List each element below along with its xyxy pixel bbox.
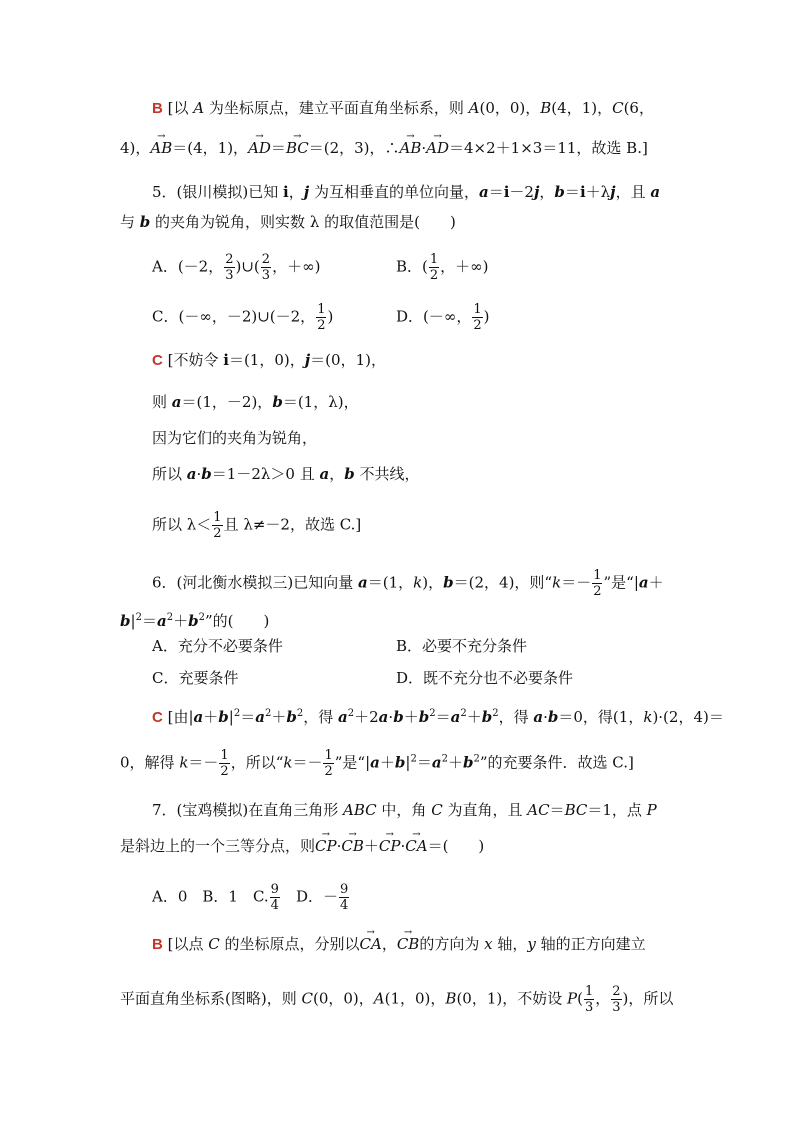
text-run: [由| bbox=[162, 708, 194, 726]
text-run: ＝(2，3)，∴ bbox=[308, 139, 400, 157]
superscript: 2 bbox=[460, 708, 467, 719]
text-run: b bbox=[139, 213, 151, 231]
text-run: B bbox=[445, 989, 457, 1008]
text-run: D．(－∞， bbox=[396, 307, 472, 326]
text-run: －2 bbox=[509, 183, 534, 201]
superscript: 2 bbox=[492, 708, 499, 719]
fraction bbox=[224, 252, 234, 283]
text-run: ) bbox=[483, 307, 490, 326]
text-run: ＝(2，4)，则“ bbox=[453, 573, 553, 592]
text-run: [以 bbox=[162, 99, 194, 117]
vector-label: → CP bbox=[379, 836, 401, 856]
superscript: 2 bbox=[429, 708, 436, 719]
numerator: 9 bbox=[270, 882, 279, 897]
text-run: B bbox=[540, 99, 552, 117]
text-run: ， bbox=[381, 935, 397, 953]
numerator: 1 bbox=[429, 252, 439, 267]
text-run: ＝－ bbox=[188, 753, 219, 772]
numerator: 1 bbox=[220, 748, 229, 763]
text-run: ( bbox=[577, 989, 583, 1008]
text-run: b bbox=[120, 612, 131, 630]
superscript: 2 bbox=[233, 708, 241, 719]
text-run: 的方向为 bbox=[419, 935, 485, 953]
text-run: b bbox=[201, 465, 212, 483]
text-run: B．必要不充分条件 bbox=[396, 637, 528, 655]
superscript: 2 bbox=[473, 753, 480, 765]
text-run: 轴的正方向建立 bbox=[535, 935, 646, 953]
text-run: i bbox=[503, 183, 510, 201]
text-run: ) bbox=[327, 307, 334, 326]
text-run: B．( bbox=[396, 257, 428, 276]
text-run: b bbox=[393, 708, 404, 726]
text-run: C bbox=[301, 989, 313, 1008]
text-run: a bbox=[450, 708, 461, 726]
text-run: b bbox=[547, 708, 559, 726]
text-run: ”的( ) bbox=[204, 612, 270, 630]
text-run: C．(－∞，－2)∪(－2， bbox=[152, 307, 316, 326]
text-run: C bbox=[612, 99, 624, 117]
vector-label: → AD bbox=[248, 138, 271, 158]
denominator: 2 bbox=[324, 764, 333, 779]
text-run: ＋ bbox=[203, 708, 219, 726]
text-run: )，所以 bbox=[622, 989, 674, 1008]
denominator: 2 bbox=[593, 584, 602, 599]
text-run: b bbox=[188, 612, 199, 630]
text-line bbox=[152, 182, 660, 202]
text-run: ，得 bbox=[303, 708, 339, 726]
text-run: a bbox=[156, 612, 167, 630]
text-run: · bbox=[336, 837, 342, 855]
text-run: | bbox=[130, 612, 136, 630]
text-run: ＝ bbox=[270, 139, 286, 157]
text-run: | bbox=[228, 708, 234, 726]
text-line bbox=[152, 668, 238, 688]
text-line bbox=[152, 350, 386, 371]
text-run: ＋2 bbox=[354, 708, 379, 726]
fraction bbox=[611, 984, 621, 1015]
text-line bbox=[120, 212, 456, 232]
denominator: 2 bbox=[317, 318, 326, 333]
text-line bbox=[396, 636, 527, 656]
text-run: A．充分不必要条件 bbox=[152, 637, 283, 655]
text-line bbox=[152, 98, 654, 119]
text-line bbox=[120, 984, 673, 1015]
text-run: k bbox=[179, 753, 189, 772]
vector-label: → CB bbox=[397, 934, 420, 954]
text-run: ＝0，得(1， bbox=[558, 708, 644, 726]
vector-label: → CA bbox=[360, 934, 382, 954]
text-run: y bbox=[527, 935, 536, 953]
text-run: (1，0)， bbox=[384, 989, 446, 1008]
fraction bbox=[472, 302, 482, 333]
text-run: · bbox=[388, 708, 394, 726]
text-run: 5．(银川模拟)已知 bbox=[152, 183, 284, 201]
text-run: ＝ bbox=[141, 612, 157, 630]
text-run: 平面直角坐标系(图略)，则 bbox=[120, 989, 302, 1008]
text-run: BC bbox=[564, 801, 588, 819]
text-line bbox=[396, 302, 490, 333]
text-line bbox=[152, 302, 333, 333]
vector-label: → BC bbox=[286, 138, 309, 158]
text-run: ＝1－2λ＞0 且 bbox=[211, 465, 320, 483]
numerator: 2 bbox=[225, 252, 234, 267]
superscript: 2 bbox=[135, 612, 142, 623]
superscript: 2 bbox=[264, 708, 272, 719]
denominator: 4 bbox=[339, 898, 349, 913]
text-run: b bbox=[394, 753, 406, 772]
text-run: a bbox=[431, 753, 442, 772]
text-run: P bbox=[567, 989, 578, 1008]
text-line bbox=[152, 704, 724, 728]
text-run: x bbox=[484, 935, 493, 953]
text-run: j bbox=[610, 183, 616, 201]
vector-label: → CP bbox=[315, 836, 337, 856]
fraction bbox=[584, 984, 594, 1015]
text-run: ＋ bbox=[363, 837, 379, 855]
fraction bbox=[323, 748, 333, 779]
denominator: 3 bbox=[612, 1000, 621, 1015]
answer-letter: C bbox=[152, 352, 163, 369]
text-run: a bbox=[171, 393, 182, 411]
text-run: ＝(1， bbox=[367, 573, 414, 592]
text-line bbox=[120, 608, 269, 631]
text-run: (6， bbox=[623, 99, 654, 117]
text-run: b bbox=[286, 708, 297, 726]
text-run: (0，0)， bbox=[312, 989, 374, 1008]
numerator: 1 bbox=[584, 984, 594, 999]
text-run: ＝( ) bbox=[427, 837, 485, 855]
text-run: k bbox=[643, 708, 653, 726]
text-run: ，＋∞) bbox=[272, 257, 321, 276]
text-run: C bbox=[431, 801, 443, 819]
text-run: · bbox=[400, 837, 406, 855]
superscript: 2 bbox=[296, 708, 304, 719]
text-run: b bbox=[481, 708, 493, 726]
text-run: ＋ bbox=[648, 573, 664, 592]
denominator: 3 bbox=[225, 268, 234, 283]
text-line bbox=[120, 748, 634, 779]
text-line bbox=[120, 138, 648, 158]
text-run: ＝4×2＋1×3＝11，故选 B.] bbox=[449, 139, 648, 157]
text-line bbox=[120, 836, 484, 856]
denominator: 3 bbox=[261, 268, 271, 283]
text-run: 所以 λ＜ bbox=[152, 515, 212, 534]
text-run: 4)， bbox=[120, 139, 151, 157]
answer-letter: C bbox=[152, 709, 163, 726]
text-run: ＝(1，λ)， bbox=[282, 393, 359, 411]
answer-letter: B bbox=[152, 936, 163, 953]
text-run: 中，角 bbox=[376, 801, 432, 819]
text-run: C．充要条件 bbox=[152, 669, 239, 687]
text-run: a bbox=[650, 183, 661, 201]
text-run: ， bbox=[595, 989, 611, 1008]
text-run: A bbox=[373, 989, 385, 1008]
text-run: 7．(宝鸡模拟)在直角三角形 bbox=[152, 801, 344, 819]
text-run: A．(－2， bbox=[152, 257, 224, 276]
fraction bbox=[316, 302, 326, 333]
answer-letter: B bbox=[152, 100, 163, 117]
text-run: k bbox=[413, 573, 423, 592]
text-run: ＋ bbox=[447, 753, 463, 772]
fraction bbox=[429, 252, 439, 283]
numerator: 1 bbox=[593, 568, 602, 583]
text-run: ＝1，点 bbox=[587, 801, 647, 819]
text-run: b bbox=[418, 708, 430, 726]
text-run: b bbox=[272, 393, 283, 411]
text-run: ＝ bbox=[564, 183, 580, 201]
numerator: 9 bbox=[339, 882, 349, 897]
text-line bbox=[152, 636, 283, 656]
text-run: a bbox=[186, 465, 197, 483]
fraction bbox=[339, 882, 349, 913]
vector-label: → AB bbox=[400, 138, 422, 158]
text-run: 6．(河北衡水模拟三)已知向量 bbox=[152, 573, 359, 592]
text-run: ＋ bbox=[403, 708, 419, 726]
text-run: ＝ bbox=[435, 708, 451, 726]
text-run: a bbox=[638, 573, 649, 592]
fraction bbox=[592, 568, 602, 599]
text-run: i bbox=[283, 183, 289, 201]
text-run: 0，解得 bbox=[120, 753, 180, 772]
text-run: j bbox=[304, 351, 311, 369]
fraction bbox=[270, 882, 280, 913]
text-run: 是斜边上的一个三等分点，则 bbox=[120, 837, 316, 855]
text-run: C bbox=[208, 935, 220, 953]
text-run: D．既不充分也不必要条件 bbox=[396, 669, 574, 687]
text-run: a bbox=[370, 753, 380, 772]
text-run: ，得 bbox=[498, 708, 534, 726]
text-run: a bbox=[533, 708, 544, 726]
superscript: 2 bbox=[441, 753, 448, 765]
text-run: ＝(1，－2)， bbox=[181, 393, 273, 411]
text-run: ”的充要条件．故选 C.] bbox=[479, 753, 634, 772]
text-run: 因为它们的夹角为锐角， bbox=[152, 429, 318, 447]
text-line bbox=[152, 934, 646, 955]
text-run: 轴， bbox=[492, 935, 528, 953]
text-run: ，＋∞) bbox=[440, 257, 489, 276]
text-run: · bbox=[196, 465, 202, 483]
text-run: ＝ bbox=[416, 753, 432, 772]
text-run: 为互相垂直的单位向量， bbox=[309, 183, 479, 201]
text-run: i bbox=[579, 183, 586, 201]
denominator: 3 bbox=[584, 1000, 594, 1015]
text-run: D．－ bbox=[280, 887, 338, 906]
text-run: ＝ bbox=[549, 801, 565, 819]
text-line bbox=[152, 252, 320, 283]
text-run: · bbox=[421, 139, 427, 157]
superscript: 2 bbox=[198, 612, 205, 623]
text-line bbox=[152, 800, 657, 820]
text-run: ＋ bbox=[173, 612, 189, 630]
numerator: 2 bbox=[612, 984, 621, 999]
text-line bbox=[152, 392, 359, 412]
vector-label: → CB bbox=[341, 836, 364, 856]
text-line bbox=[396, 252, 489, 283]
text-run: )·(2，4)＝ bbox=[652, 708, 724, 726]
vector-label: → CA bbox=[405, 836, 427, 856]
text-run: a bbox=[478, 183, 489, 201]
text-run: i bbox=[223, 351, 229, 369]
text-run: a bbox=[319, 465, 330, 483]
text-run: a bbox=[358, 573, 368, 592]
superscript: 2 bbox=[347, 708, 355, 719]
denominator: 2 bbox=[220, 764, 229, 779]
fraction bbox=[212, 510, 222, 541]
text-run: k bbox=[283, 753, 293, 772]
vector-label: → AD bbox=[426, 138, 449, 158]
text-run: [不妨令 bbox=[162, 351, 224, 369]
text-run: ＋λ bbox=[585, 183, 611, 201]
text-run: 的夹角为锐角，则实数 λ 的取值范围是( ) bbox=[150, 213, 456, 231]
text-run: ， bbox=[288, 183, 304, 201]
fraction bbox=[261, 252, 271, 283]
text-run: (4，1)， bbox=[551, 99, 613, 117]
text-line bbox=[152, 428, 317, 448]
text-run: 所以 bbox=[152, 465, 187, 483]
text-run: [以点 bbox=[162, 935, 209, 953]
text-run: ＝(4，1)， bbox=[172, 139, 249, 157]
text-run: )∪( bbox=[235, 257, 260, 276]
text-run: (0，1)，不妨设 bbox=[456, 989, 567, 1008]
text-run: a bbox=[378, 708, 389, 726]
text-run: ＝(1，0)， bbox=[228, 351, 305, 369]
text-run: ＋ bbox=[271, 708, 287, 726]
numerator: 1 bbox=[324, 748, 333, 763]
text-run: AC bbox=[527, 801, 550, 819]
text-run: 与 bbox=[120, 213, 140, 231]
numerator: 1 bbox=[473, 302, 482, 317]
text-line bbox=[152, 510, 361, 541]
text-run: 不共线， bbox=[354, 465, 420, 483]
text-run: ”是“| bbox=[334, 753, 371, 772]
text-run: ＝－ bbox=[561, 573, 592, 592]
text-run: A bbox=[193, 99, 205, 117]
superscript: 2 bbox=[166, 612, 174, 623]
denominator: 2 bbox=[213, 526, 222, 541]
text-line bbox=[396, 668, 573, 688]
text-run: A．0 B．1 C. bbox=[152, 887, 269, 906]
denominator: 2 bbox=[473, 318, 482, 333]
text-run: b bbox=[218, 708, 229, 726]
text-line bbox=[152, 568, 664, 599]
text-run: | bbox=[405, 753, 411, 772]
text-run: P bbox=[646, 801, 657, 819]
text-run: ＝－ bbox=[292, 753, 323, 772]
text-run: 则 bbox=[152, 393, 172, 411]
text-run: a bbox=[193, 708, 204, 726]
text-run: ＝(0，1)， bbox=[310, 351, 386, 369]
text-run: b bbox=[463, 753, 474, 772]
text-line bbox=[152, 464, 420, 484]
text-run: 且 λ≠－2，故选 C.] bbox=[223, 515, 362, 534]
text-run: 的坐标原点，分别以 bbox=[219, 935, 360, 953]
denominator: 4 bbox=[270, 898, 279, 913]
text-run: b bbox=[344, 465, 355, 483]
text-run: ABC bbox=[343, 801, 377, 819]
text-run: ，所以“ bbox=[230, 753, 284, 772]
text-run: ＝ bbox=[240, 708, 256, 726]
vector-label: → AB bbox=[150, 138, 172, 158]
numerator: 2 bbox=[261, 252, 271, 267]
text-run: a bbox=[338, 708, 348, 726]
fraction bbox=[219, 748, 229, 779]
text-run: ”是“| bbox=[603, 573, 639, 592]
text-run: · bbox=[543, 708, 548, 726]
text-run: ＝ bbox=[488, 183, 504, 201]
numerator: 1 bbox=[213, 510, 222, 525]
text-run: ， bbox=[539, 183, 555, 201]
denominator: 2 bbox=[429, 268, 439, 283]
text-run: a bbox=[255, 708, 265, 726]
numerator: 1 bbox=[317, 302, 326, 317]
text-run: 为直角，且 bbox=[442, 801, 528, 819]
text-run: j bbox=[303, 183, 310, 201]
text-run: b bbox=[554, 183, 565, 201]
text-line bbox=[152, 882, 350, 913]
text-run: )， bbox=[422, 573, 444, 592]
text-run: A bbox=[468, 99, 480, 117]
text-run: j bbox=[533, 183, 540, 201]
superscript: 2 bbox=[410, 753, 417, 765]
text-run: 为坐标原点，建立平面直角坐标系，则 bbox=[204, 99, 469, 117]
text-run: ＋ bbox=[379, 753, 395, 772]
text-run: ，且 bbox=[615, 183, 651, 201]
text-run: k bbox=[552, 573, 562, 592]
text-run: (0，0)， bbox=[479, 99, 541, 117]
text-run: ， bbox=[329, 465, 345, 483]
text-run: ＋ bbox=[466, 708, 482, 726]
text-run: b bbox=[443, 573, 454, 592]
